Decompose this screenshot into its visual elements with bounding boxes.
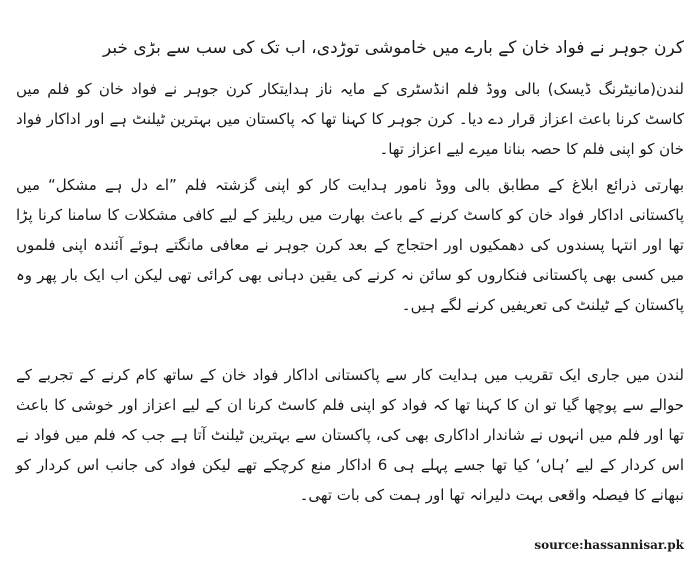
article-paragraph-1: لندن(مانیٹرنگ ڈیسک) بالی ووڈ فلم انڈسٹری کے مایہ ناز ہدایتکار کرن جوہر نے فواد خان کو فلم میں کاسٹ کرنا باعث اعزاز قرار دے دیا۔ کرن جوہر کا کہنا تھا کہ پاکستان میں بہترین ٹیلنٹ ہے اور اداکار فواد خان کو اپنی فلم کا حصہ بنانا میرے لیے اعزاز تھا۔ [16,80,684,158]
article-headline: کرن جوہر نے فواد خان کے بارے میں خاموشی توڑدی، اب تک کی سب سے بڑی خبر [102,38,684,58]
article-paragraph-2: بھارتی ذرائع ابلاغ کے مطابق بالی ووڈ نامور ہدایت کار کو اپنی گزشتہ فلم ”اے دل ہے مشکل“ میں پاکستانی اداکار فواد خان کو کاسٹ کرنے کے باعث بھارت میں ریلیز کے لیے کافی مشکلات کا سامنا کرنا پڑا تھا اور انتہا پسندوں کی دھمکیوں اور احتجاج کے بعد کرن جوہر نے معافی مانگتے ہوئے آئندہ اپنی فلموں میں کسی بھی پاکستانی فنکاروں کو سائن نہ کرنے کی یقین دہانی بھی کرائی تھی لیکن اب ایک بار پھر وہ پاکستان کے ٹیلنٹ کی تعریفیں کرنے لگے ہیں۔ [16,176,684,314]
article-paragraph-3: لندن میں جاری ایک تقریب میں ہدایت کار سے پاکستانی اداکار فواد خان کے ساتھ کام کرنے کے تجربے کے حوالے سے پوچھا گیا تو ان کا کہنا تھا کہ فواد کو اپنی فلم کاسٹ کرنا ان کے لیے اعزاز اور خوشی کا باعث تھا اور فلم میں انہوں نے شاندار اداکاری بھی کی، پاکستان سے بہترین ٹیلنٹ آتا ہے جب کہ فلم میں فواد نے اس کردار کے لیے ’ہاں‘ کیا تھا جسے پہلے ہی 6 اداکار منع کرچکے تھے لیکن فواد کی جانب اس کردار کو نبھانے کا فیصلہ واقعی بہت دلیرانہ تھا اور ہمت کی بات تھی۔ [16,366,684,504]
source-attribution: source:hassannisar.pk [534,538,684,552]
